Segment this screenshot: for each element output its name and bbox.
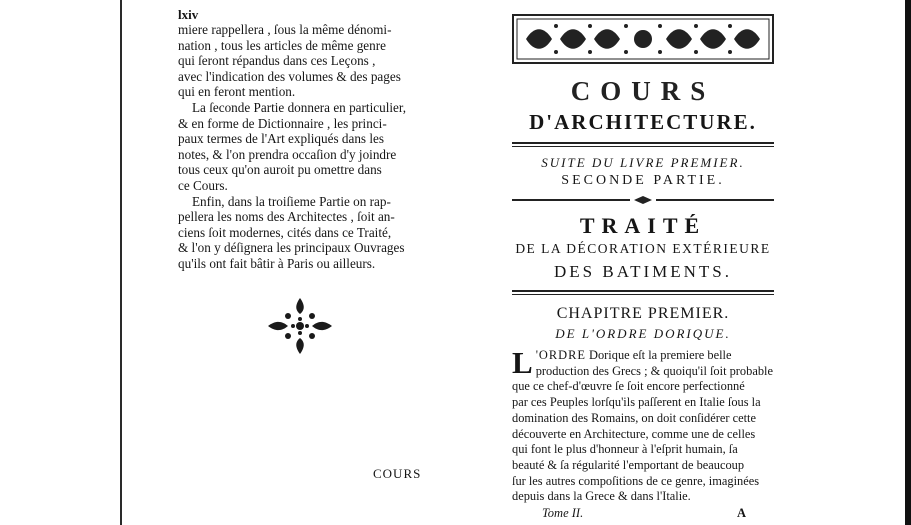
text-line: ſur les autres compoſitions de ce genre, imaginées (512, 473, 760, 488)
treatise-title: TRAITÉ (579, 213, 707, 238)
text-line: & en forme de Dictionnaire , les princi- (178, 115, 387, 131)
text-line: ce Cours. (178, 177, 228, 193)
text-line: miere rappellera , ſous la même dénomi- (178, 22, 392, 37)
headpiece-ornament-icon (512, 14, 774, 64)
right-page (512, 14, 774, 522)
treatise-subtitle: DE LA DÉCORATION EXTÉRIEURE (515, 241, 771, 256)
chapter-heading: CHAPITRE PREMIER. (556, 305, 730, 322)
text-line: domination des Romains, on doit conſidérer cette (512, 410, 756, 425)
text-line: tous ceux qu'on auroit pu omettre dans (178, 162, 382, 178)
text-line: qu'ils ont fait bâtir à Paris ou ailleurs. (178, 255, 376, 271)
first-words: 'ORDRE (535, 348, 586, 362)
page-signature (512, 506, 774, 522)
text-line: pellera les noms des Architectes , ſoit an- (178, 209, 395, 225)
divider (512, 142, 774, 144)
book-subtitle: D'ARCHITECTURE. (529, 110, 757, 134)
chapter-subheading: DE L'ORDRE DORIQUE. (555, 326, 731, 341)
divider (512, 146, 774, 147)
text-line: découverte en Architecture, comme une de celles (512, 426, 756, 441)
text-line: beauté & ſa régularité l'emportant de beaucoup (512, 457, 745, 472)
signature-mark: A (736, 506, 746, 521)
text-line: avec l'indication des volumes & des pages (178, 68, 401, 84)
scan-edge-bar (905, 0, 911, 525)
text-line: qui font le plus d'honneur à l'eſprit humain, ſa (512, 442, 738, 457)
section-heading: SUITE DU LIVRE PREMIER. (541, 155, 745, 170)
text-line: nation , tous les articles de même genre (178, 37, 386, 53)
text-line: depuis dans la Grece & dans l'Italie. (512, 489, 691, 504)
fleuron-ornament-icon (264, 296, 336, 356)
page-number: lxiv (178, 7, 199, 22)
text-line: Enfin, dans la troiſieme Partie on rap- (192, 193, 391, 209)
ornamental-rule-icon (512, 196, 774, 204)
text-line: qui ſeront répandus dans ces Leçons , (178, 53, 376, 69)
catchword: COURS (373, 466, 422, 481)
left-page-text (178, 22, 433, 272)
divider (512, 294, 774, 295)
part-heading: SECONDE PARTIE. (561, 173, 725, 188)
divider (512, 290, 774, 292)
text-line: que ce chef-d'œuvre ſe ſoit encore perfectionné (512, 379, 745, 394)
chapter-body (512, 345, 774, 505)
book-title: COURS (570, 76, 716, 106)
text-line: par ces Peuples lorſqu'ils paſſerent en Italie ſous la (512, 395, 761, 410)
left-page (178, 8, 433, 272)
text-line: paux termes de l'Art expliqués dans les (178, 131, 384, 147)
text-line: ciens ſoit modernes, cités dans ce Traité, (178, 224, 392, 240)
text-line: La ſeconde Partie donnera en particulier, (192, 99, 407, 115)
drop-cap: L (512, 345, 533, 380)
text-line: notes, & l'on prendra occaſion d'y joindre (178, 146, 397, 162)
text-line: Dorique eſt la premiere belle (589, 348, 732, 362)
page-gutter-line (120, 0, 122, 525)
text-line: & l'on y déſignera les principaux Ouvrages (178, 240, 405, 256)
text-line: qui en feront mention. (178, 84, 296, 100)
text-line: production des Grecs ; & quoiqu'il ſoit probable (535, 363, 773, 378)
volume-mark: Tome II. (542, 506, 584, 521)
treatise-subtitle-2: DES BATIMENTS. (553, 262, 732, 281)
